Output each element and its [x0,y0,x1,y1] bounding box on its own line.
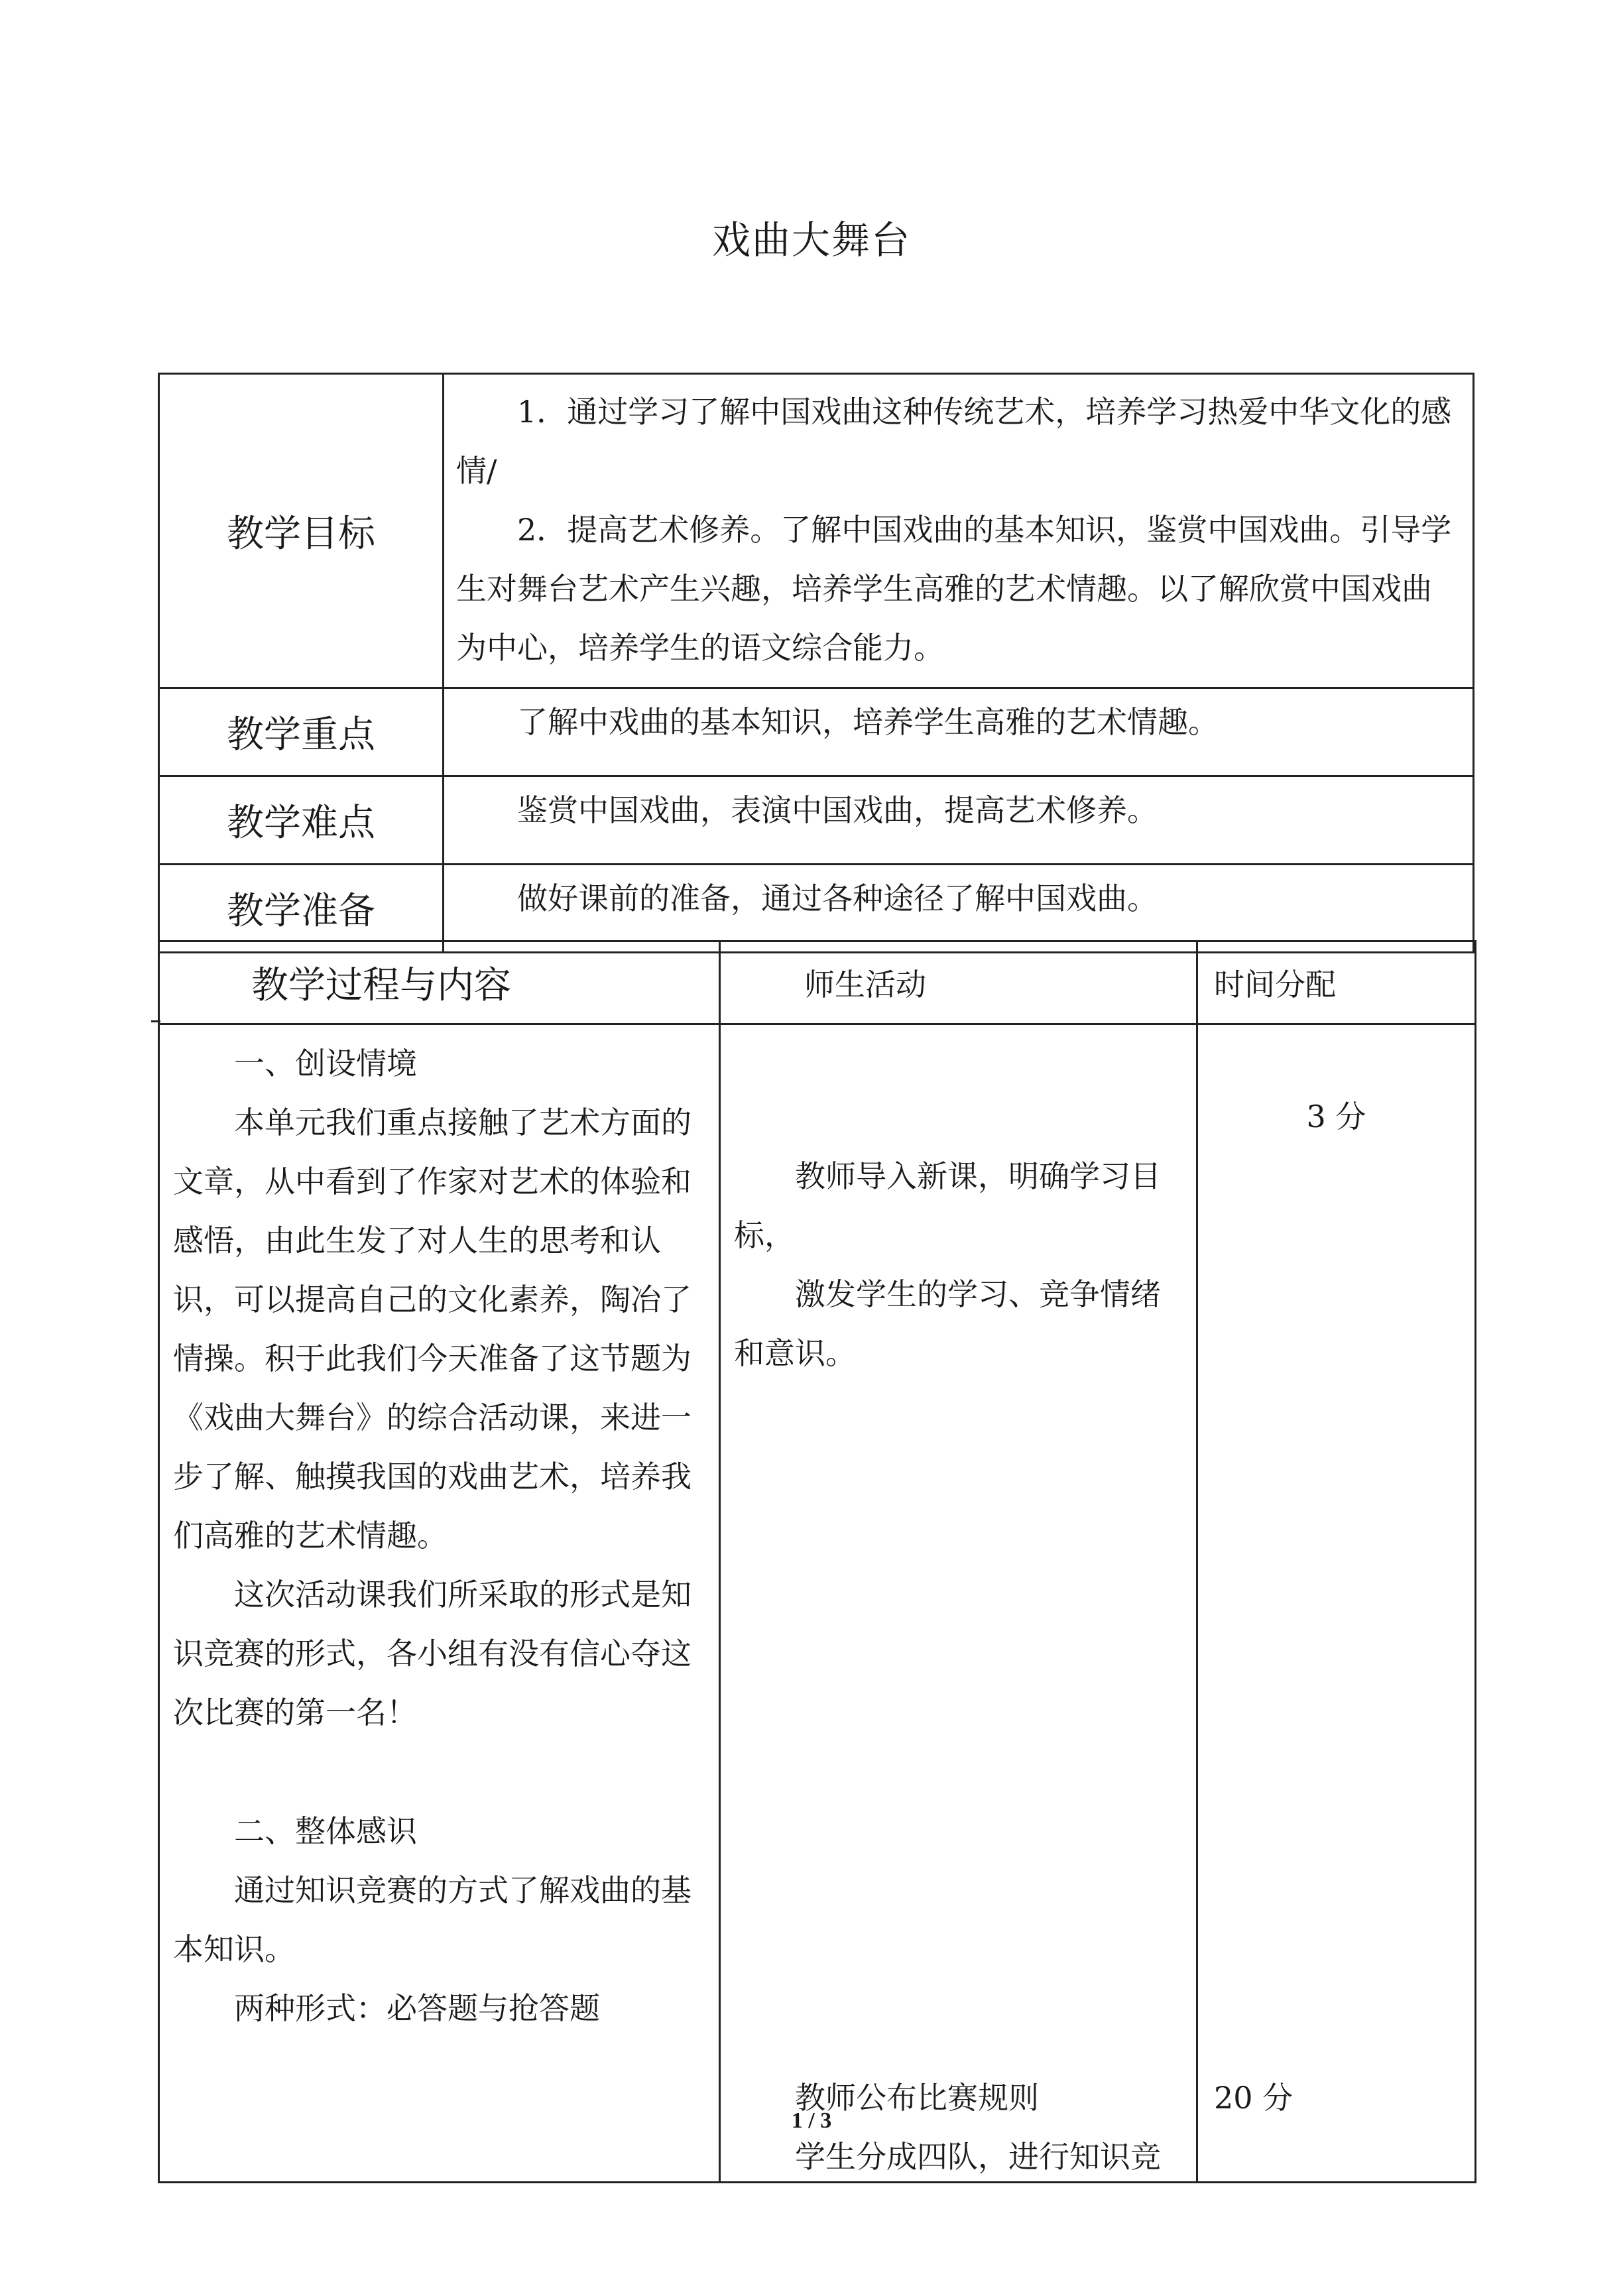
section2-activity1: 教师公布比赛规则 [795,2080,1039,2116]
goals-label: 教学目标 [159,374,444,688]
process-content-cell [159,1024,720,2183]
process-header-content: 教学过程与内容 [159,941,720,1024]
process-time-cell [1197,1024,1476,2183]
process-table [158,940,1476,2183]
section2-para1: 通过知识竞赛的方式了解戏曲的基本知识。 [173,1872,691,1967]
section2-activity2: 学生分成四队，进行知识竞 [795,2139,1161,2175]
key-points-label: 教学重点 [159,688,444,776]
difficulties-label: 教学难点 [159,776,444,865]
section1-para2: 这次活动课我们所采取的形式是知识竞赛的形式，各小组有没有信心夺这次比赛的第一名！ [173,1577,691,1730]
preparation-content [444,865,1474,953]
section1-para1: 本单元我们重点接触了艺术方面的文章，从中看到了作家对艺术的体验和感悟，由此生发了对人生的思考和认识，可以提高自己的文化素养，陶冶了情操。积于此我们今天准备了这节题为《戏曲大舞台》的综合活动课，来进一步了解、触摸我国的戏曲艺术，培养我们高雅的艺术情趣。 [173,1105,691,1553]
process-activity-cell [720,1024,1197,2183]
section1-activity1: 教师导入新课，明确学习目标， [734,1158,1161,1253]
process-header-activity: 师生活动 [720,941,1197,1024]
key-points-content [444,688,1474,776]
table-edge-mark [151,1020,160,1022]
goals-content [444,374,1474,688]
page-number: 1 / 3 [791,2108,832,2133]
section2-para2: 两种形式：必答题与抢答题 [234,1990,600,2026]
key-points-text: 了解中戏曲的基本知识，培养学生高雅的艺术情趣。 [517,704,1219,740]
process-header-time: 时间分配 [1197,941,1476,1024]
section2-heading: 二、整体感识 [234,1813,417,1849]
difficulties-content [444,776,1474,865]
goals-line-2: 2．提高艺术修养。了解中国戏曲的基本知识，鉴赏中国戏曲。引导学生对舞台艺术产生兴趣，培养学生高雅的艺术情趣。以了解欣赏中国戏曲为中心，培养学生的语文综合能力。 [456,512,1452,666]
section2-time: 20 分 [1214,2080,1293,2116]
difficulties-text: 鉴赏中国戏曲，表演中国戏曲，提高艺术修养。 [517,792,1158,828]
preparation-text: 做好课前的准备，通过各种途径了解中国戏曲。 [517,880,1158,916]
page-title: 戏曲大舞台 [711,217,911,263]
preparation-label: 教学准备 [159,865,444,953]
goals-line-1: 1．通过学习了解中国戏曲这种传统艺术，培养学习热爱中华文化的感情/ [456,394,1452,489]
section1-activity2: 激发学生的学习、竞争情绪和意识。 [734,1276,1161,1371]
section1-heading: 一、创设情境 [234,1046,417,1081]
section1-time: 3 分 [1306,1099,1366,1134]
lesson-info-table [158,373,1474,953]
